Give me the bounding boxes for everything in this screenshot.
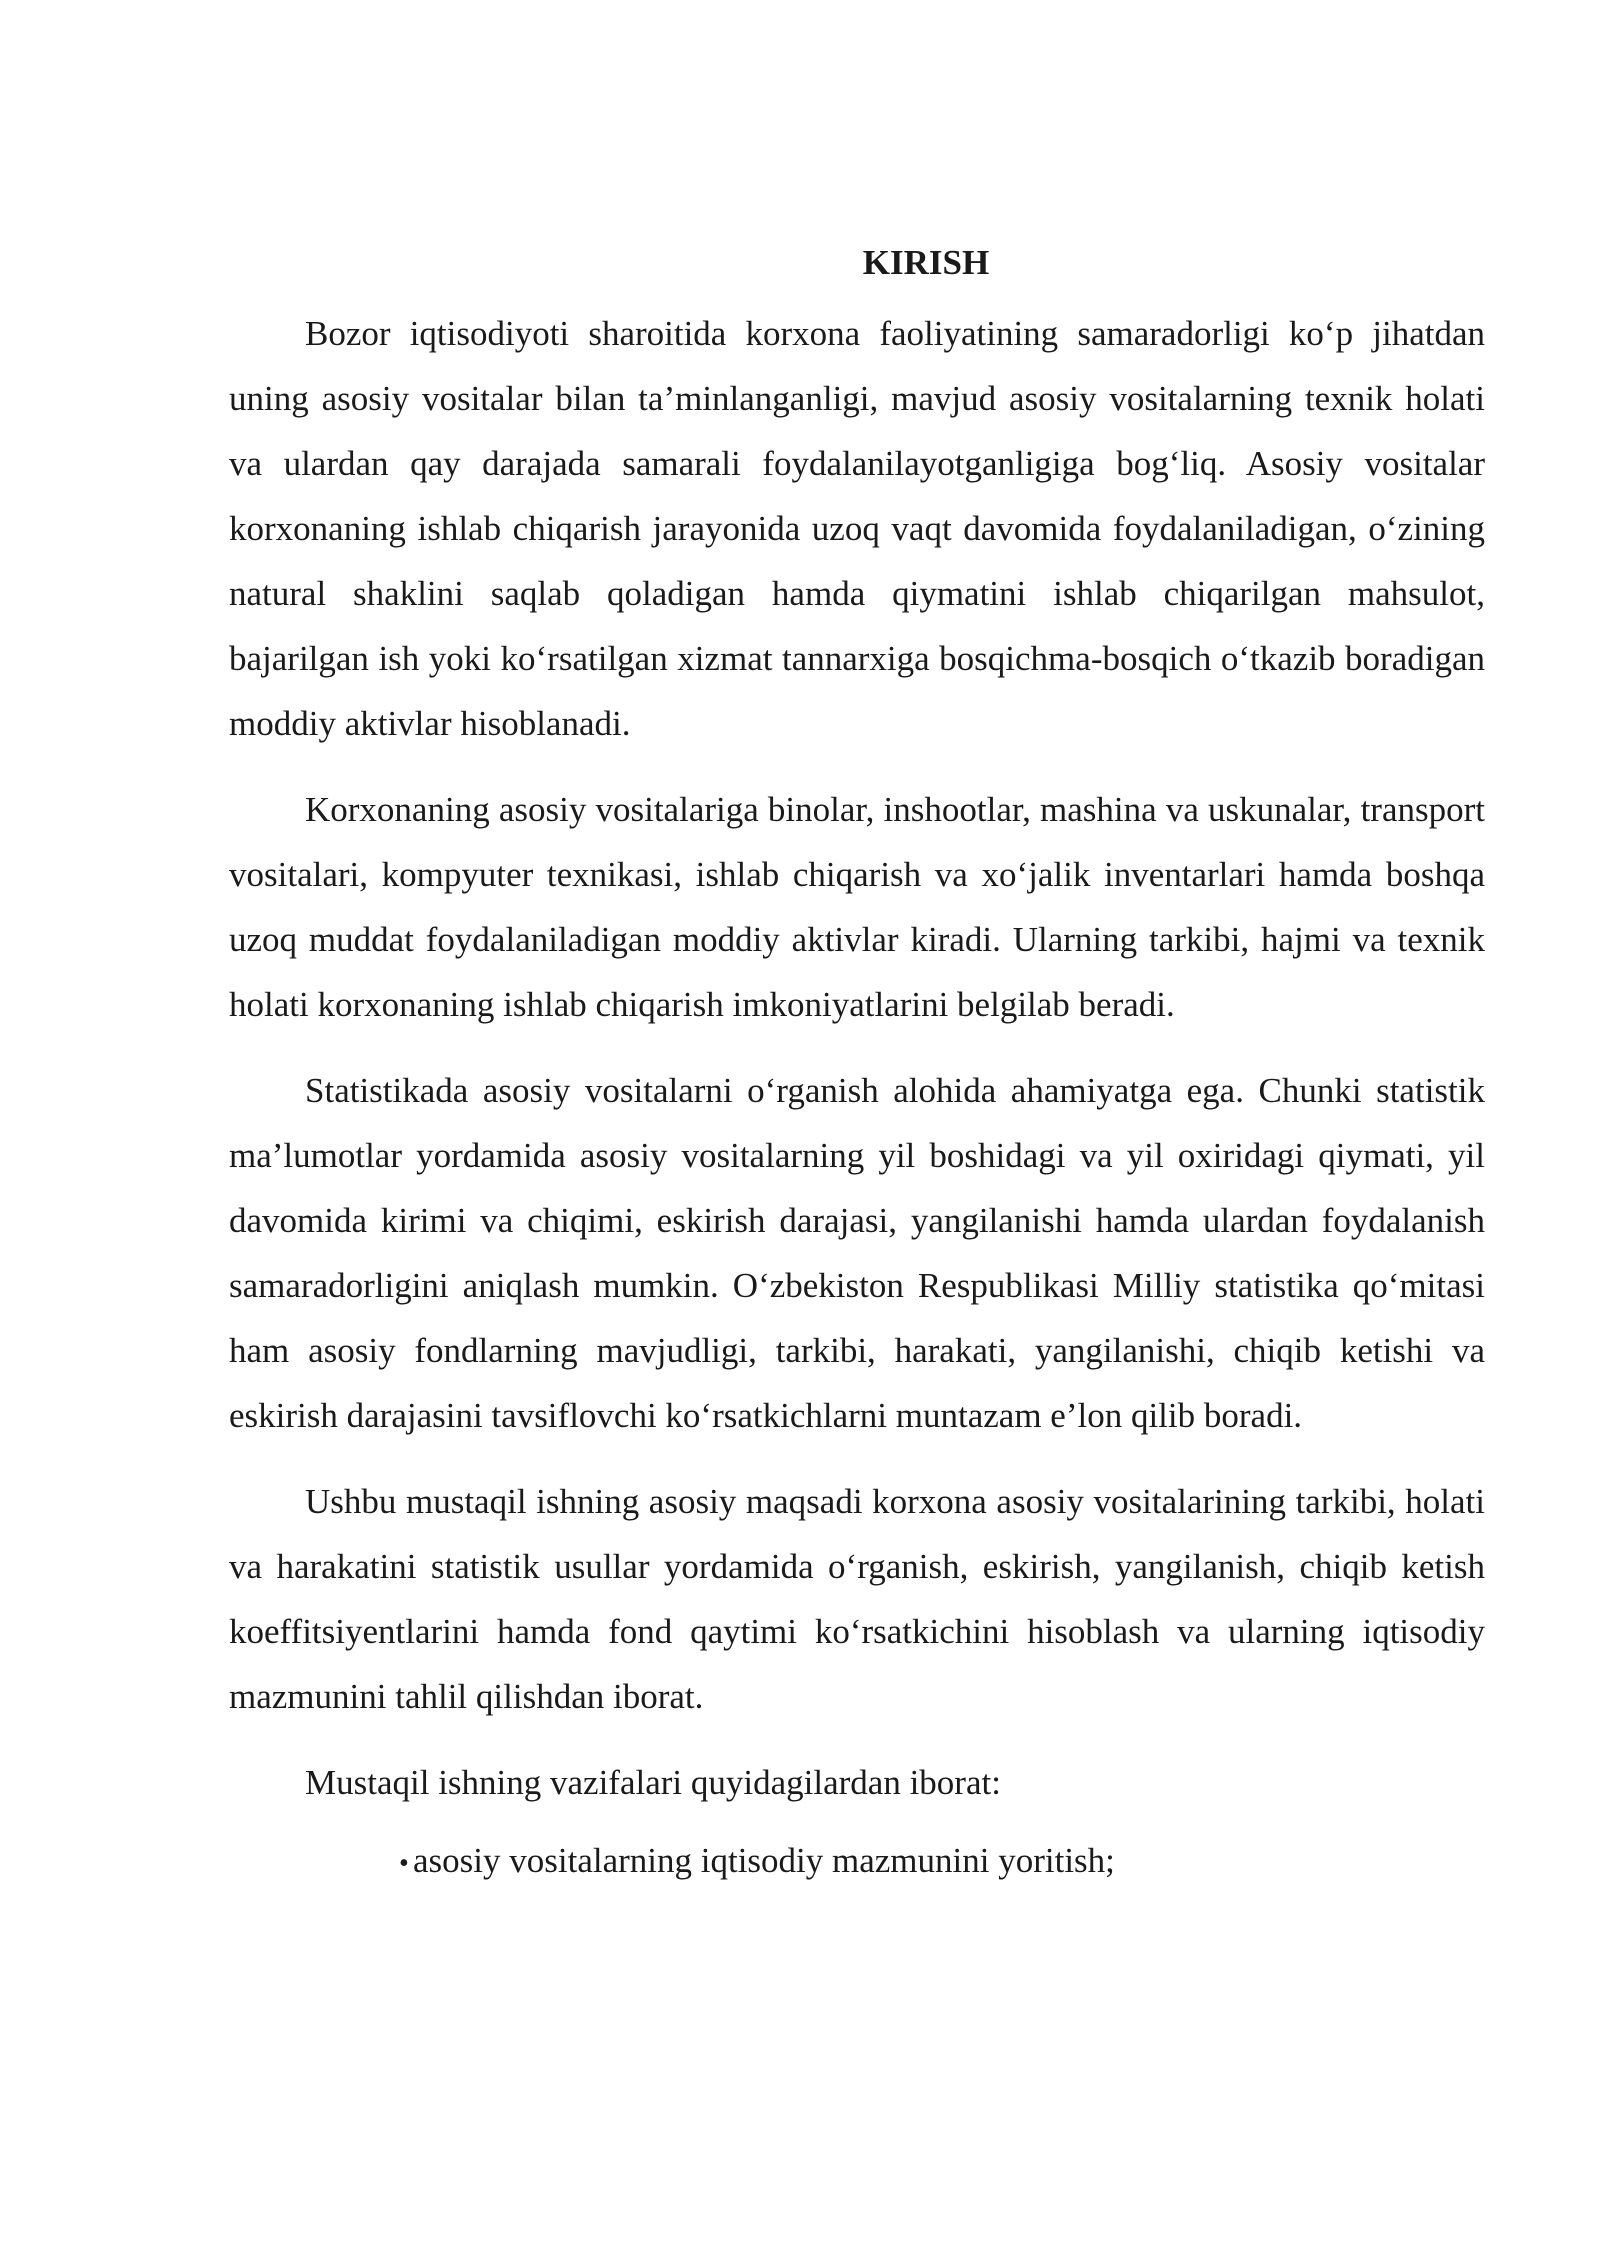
- paragraph-intro: Bozor iqtisodiyoti sharoitida korxona faoliyatining samaradorligi ko‘p jihatdan uning asosiy vositalar bilan ta’minlanganligi, mavjud asosiy vositalarning texnik holati va ulardan qay darajada samarali foydalanilayotganligiga bog‘liq. Asosiy vositalar korxonaning ishlab chiqarish jarayonida uzoq vaqt davomida foydalaniladigan, o‘zining natural shaklini saqlab qoladigan hamda qiymatini ishlab chiqarilgan mahsulot, bajarilgan ish yoki ko‘rsatilgan xizmat tannarxiga bosqichma-bosqich o‘tkazib boradigan moddiy aktivlar hisoblanadi.: [229, 314, 1485, 743]
- list-item-text: asosiy vositalarning iqtisodiy mazmunini yoritish;: [413, 1841, 1115, 1880]
- document-title: KIRISH: [862, 243, 990, 282]
- task-list: [229, 1828, 1485, 1896]
- document-page: [229, 238, 1485, 1896]
- paragraph-composition: Korxonaning asosiy vositalariga binolar, inshootlar, mashina va uskunalar, transport vositalari, kompyuter texnikasi, ishlab chiqarish va xo‘jalik inventarlari hamda boshqa uzoq muddat foydalaniladigan moddiy aktivlar kiradi. Ularning tarkibi, hajmi va texnik holati korxonaning ishlab chiqarish imkoniyatlarini belgilab beradi.: [229, 790, 1485, 1024]
- bullet-icon: •: [399, 1848, 409, 1879]
- paragraph-tasks-intro: Mustaqil ishning vazifalari quyidagilardan iborat:: [305, 1763, 1001, 1802]
- list-item: [399, 1828, 1485, 1896]
- paragraph-statistics: Statistikada asosiy vositalarni o‘rganish alohida ahamiyatga ega. Chunki statistik ma’lumotlar yordamida asosiy vositalarning yil boshidagi va yil oxiridagi qiymati, yil davomida kirimi va chiqimi, eskirish darajasi, yangilanishi hamda ulardan foydalanish samaradorligini aniqlash mumkin. O‘zbekiston Respublikasi Milliy statistika qo‘mitasi ham asosiy fondlarning mavjudligi, tarkibi, harakati, yangilanishi, chiqib ketishi va eskirish darajasini tavsiflovchi ko‘rsatkichlarni muntazam e’lon qilib boradi.: [229, 1071, 1485, 1435]
- paragraph-goal: Ushbu mustaqil ishning asosiy maqsadi korxona asosiy vositalarining tarkibi, holati va harakatini statistik usullar yordamida o‘rganish, eskirish, yangilanish, chiqib ketish koeffitsiyentlarini hamda fond qaytimi ko‘rsatkichini hisoblash va ularning iqtisodiy mazmunini tahlil qilishdan iborat.: [229, 1482, 1485, 1716]
